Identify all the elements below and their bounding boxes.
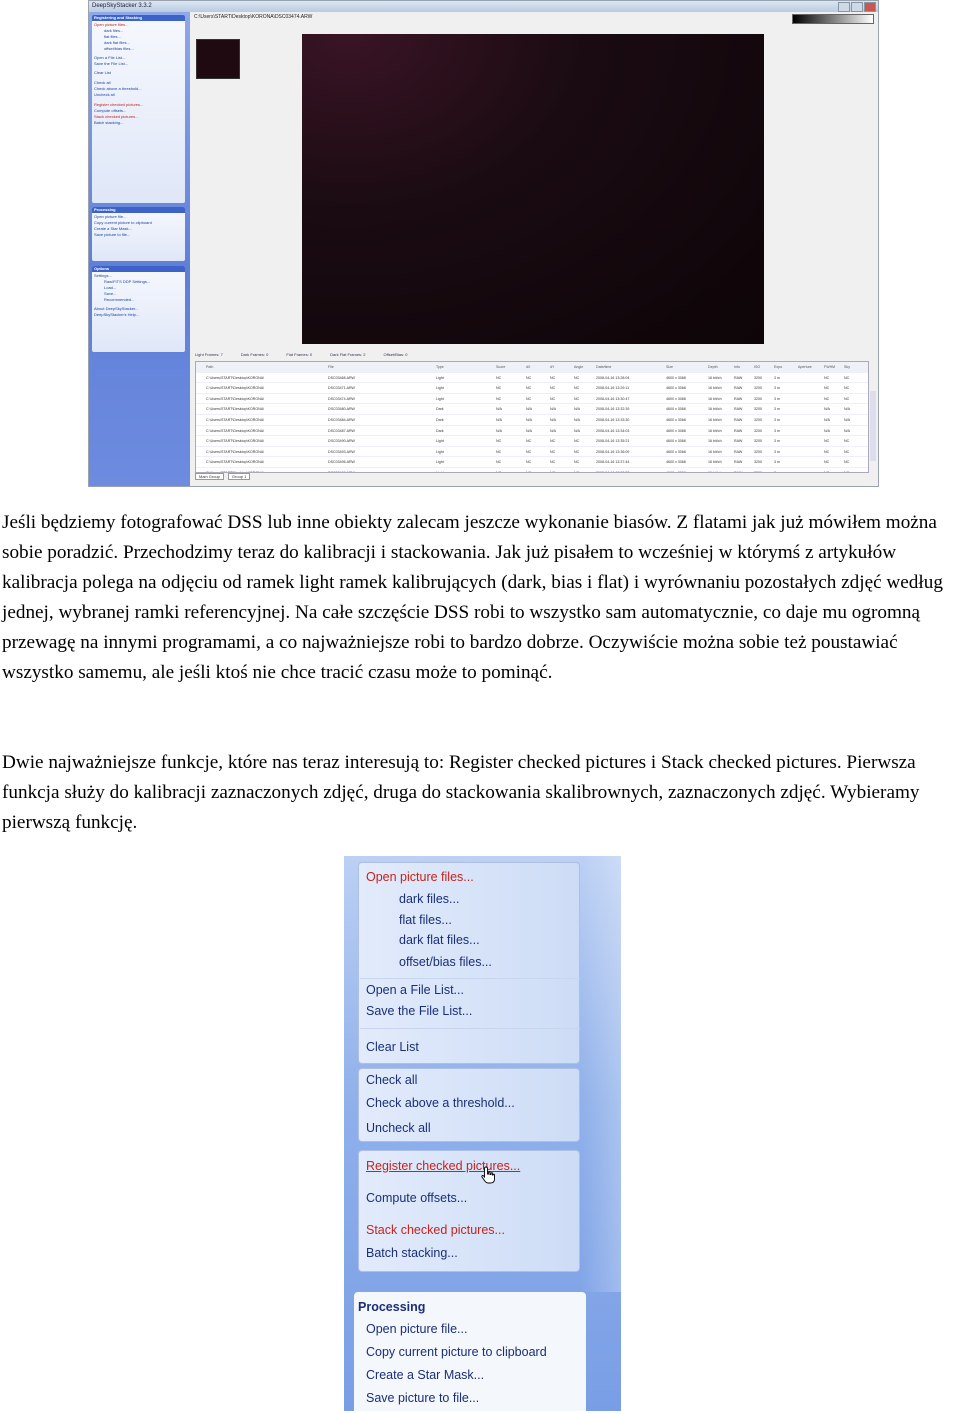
table-cell: NC (526, 449, 532, 454)
dark-flat-files-link[interactable]: dark flat files... (104, 40, 130, 45)
separator (360, 978, 580, 979)
copy-clipboard-link[interactable]: Copy current picture to clipboard (94, 220, 152, 225)
table-row[interactable] (196, 373, 868, 384)
table-cell: DSC03493.ARW (328, 449, 355, 454)
table-row[interactable] (196, 383, 868, 394)
compute-offsets-link[interactable]: Compute offsets... (366, 1191, 468, 1205)
paragraph-intro: Jeśli będziemy fotografować DSS lub inne obiekty zalecam jeszcze wykonanie biasów. Z flatami jak już mówiłem można sobie poradzić. Przechodzimy teraz do kalibracji i stackowania. Jak już pisałem to wcześniej w którymś z artykułów kalibracja polega na odjęciu od ramek light ramek kalibrujących (dark, bias i flat) i wyrównaniu pozostałych zdjęć według jednej, wybranej ramki referencyjnej. Na całe szczęście DSS robi to wszystko sam automatycznie, co daje mu ogromną przewagę na innymi programami, a co najważniejsze robi to bardzo dobrze. Oczywiście można sobie też poustawiać wszystko samemu, ale jeśli ktoś nie chce tracić czasu może to pominąć. (2, 512, 943, 683)
table-cell: C:\Users\START\Desktop\KORONA\ (206, 449, 265, 454)
column-header: Date/time (596, 365, 612, 369)
column-header: Path (206, 365, 214, 369)
table-row[interactable] (196, 468, 868, 473)
table-cell: 16 bit/ch (708, 449, 722, 454)
table-cell: NC (574, 470, 580, 473)
table-cell: C:\Users\START\Desktop\KORONA\ (206, 460, 265, 465)
table-cell: NC (550, 460, 556, 465)
batch-stacking-link[interactable]: Batch stacking... (94, 120, 124, 125)
create-star-mask-link[interactable]: Create a Star Mask... (366, 1368, 485, 1382)
table-cell: 3 m (774, 386, 780, 391)
column-header: File (328, 365, 334, 369)
table-cell: NC (550, 449, 556, 454)
table-cell: N/A (550, 407, 556, 412)
table-cell: Dark (436, 407, 444, 412)
table-header-row (196, 362, 868, 373)
table-cell: DSC03471.ARW (328, 386, 355, 391)
table-row[interactable] (196, 394, 868, 405)
table-cell: 16 bit/ch (708, 417, 722, 422)
tab-flat-frames[interactable]: Flat Frames: 0 (286, 352, 313, 357)
table-cell: NC (496, 470, 502, 473)
table-cell: 4600 x 3068 (666, 386, 686, 391)
table-cell: NC (496, 386, 502, 391)
table-cell: NC (824, 375, 830, 380)
table-row[interactable] (196, 426, 868, 437)
column-header: Depth (708, 365, 718, 369)
table-cell: Light (436, 449, 444, 454)
tab-light-frames[interactable]: Light Frames: 7 (195, 352, 223, 357)
save-picture-to-file-link[interactable]: Save picture to file... (366, 1391, 480, 1405)
table-cell: 3200 (754, 439, 762, 444)
table-cell: 2008-04-16 13:38:52 (596, 470, 630, 473)
column-header: Angle (574, 365, 584, 369)
processing-header: Processing (358, 1300, 426, 1314)
dss-main-window-screenshot (88, 0, 879, 487)
column-header: Info (734, 365, 740, 369)
create-star-mask-link[interactable]: Create a Star Mask... (94, 226, 132, 231)
tab-dark-frames[interactable]: Dark Frames: 0 (240, 352, 269, 357)
table-cell: C:\Users\START\Desktop\KORONA\ (206, 439, 265, 444)
check-all-link[interactable]: Check all (366, 1073, 418, 1087)
open-file-list-link[interactable]: Open a File List... (94, 55, 126, 60)
dark-flat-files-link[interactable]: dark flat files... (399, 933, 480, 947)
table-cell: 2008-04-16 13:34:03 (596, 428, 630, 433)
table-cell: 4600 x 3068 (666, 396, 686, 401)
table-row[interactable] (196, 436, 868, 447)
table-cell: DSC03490.ARW (328, 439, 355, 444)
table-cell: NC (824, 439, 830, 444)
file-list-table (195, 361, 869, 473)
column-header: dX (526, 365, 531, 369)
table-row[interactable] (196, 415, 868, 426)
table-cell: RAW (734, 375, 743, 380)
frame-type-tabs (195, 351, 875, 359)
table-cell: N/A (844, 407, 850, 412)
table-cell: 16 bit/ch (708, 375, 722, 380)
table-cell: RAW (734, 407, 743, 412)
table-cell: Dark (436, 428, 444, 433)
table-cell: RAW (734, 460, 743, 465)
open-picture-files-link[interactable]: Open picture files... (94, 22, 129, 27)
open-picture-file-link[interactable]: Open picture file... (94, 214, 127, 219)
table-cell: NC (496, 439, 502, 444)
register-checked-pictures-link[interactable]: Register checked pictures... (366, 1159, 521, 1173)
table-cell: NC (824, 386, 830, 391)
table-cell: 2008-04-16 13:30:47 (596, 396, 630, 401)
table-cell: 3 m (774, 439, 780, 444)
table-cell: 16 bit/ch (708, 386, 722, 391)
table-cell: 3 m (774, 396, 780, 401)
table-cell: NC (526, 439, 532, 444)
uncheck-all-link[interactable]: Uncheck all (366, 1121, 431, 1135)
table-cell: 2008-04-16 13:35:21 (596, 439, 630, 444)
table-cell: 3 m (774, 460, 780, 465)
copy-to-clipboard-link[interactable]: Copy current picture to clipboard (366, 1345, 547, 1359)
table-cell: NC (824, 449, 830, 454)
register-checked-link[interactable]: Register checked pictures... (94, 102, 144, 107)
column-header: Expo (774, 365, 783, 369)
table-cell: NC (574, 439, 580, 444)
column-header: dY (550, 365, 555, 369)
table-cell: 4600 x 3068 (666, 375, 686, 380)
column-header: Sky (844, 365, 850, 369)
table-cell: N/A (574, 407, 580, 412)
table-cell: 2008-04-16 13:28:04 (596, 375, 630, 380)
table-cell: NC (824, 470, 830, 473)
table-cell: RAW (734, 386, 743, 391)
table-cell: N/A (844, 428, 850, 433)
table-cell: N/A (844, 417, 850, 422)
table-cell: NC (526, 396, 532, 401)
clear-list-link[interactable]: Clear List (366, 1040, 419, 1054)
table-cell: NC (496, 396, 502, 401)
table-cell: NC (844, 470, 850, 473)
table-cell: N/A (496, 428, 502, 433)
table-cell: C:\Users\START\Desktop\KORONA\ (206, 428, 265, 433)
table-cell: 2008-04-16 13:36:09 (596, 449, 630, 454)
offset-bias-files-link[interactable]: offset/bias files... (104, 46, 134, 51)
luminance-gradient-slider[interactable] (792, 14, 874, 24)
table-scrollbar[interactable] (870, 391, 876, 461)
table-cell: 16 bit/ch (708, 396, 722, 401)
clear-list-link[interactable]: Clear List (94, 70, 111, 75)
table-cell: N/A (574, 417, 580, 422)
column-header: Score (496, 365, 506, 369)
column-header: FWHM (824, 365, 836, 369)
close-icon[interactable] (864, 2, 876, 12)
table-cell: C:\Users\START\Desktop\KORONA\ (206, 417, 265, 422)
about-link[interactable]: About DeepSkyStacker... (94, 306, 139, 311)
table-cell: Light (436, 396, 444, 401)
table-cell: Light (436, 439, 444, 444)
table-cell: RAW (734, 470, 743, 473)
table-cell: N/A (496, 407, 502, 412)
load-settings-link[interactable]: Load... (104, 285, 117, 290)
table-cell: 3200 (754, 396, 762, 401)
table-cell: 16 bit/ch (708, 428, 722, 433)
table-cell: 3 m (774, 375, 780, 380)
dark-files-link[interactable]: dark files... (104, 28, 124, 33)
table-cell: NC (550, 375, 556, 380)
table-cell: C:\Users\START\Desktop\KORONA\ (206, 375, 265, 380)
table-cell: N/A (526, 417, 532, 422)
table-cell: N/A (824, 428, 830, 433)
hand-cursor-icon (480, 1166, 496, 1184)
options-group (92, 266, 185, 352)
table-cell: RAW (734, 449, 743, 454)
table-cell: RAW (734, 396, 743, 401)
table-cell: NC (574, 375, 580, 380)
table-cell: C:\Users\START\Desktop\KORONA\ (206, 470, 265, 473)
check-above-threshold-link[interactable]: Check above a threshold... (366, 1096, 515, 1110)
table-cell: N/A (824, 417, 830, 422)
processing-header: Processing (92, 207, 185, 213)
table-cell: 3200 (754, 470, 762, 473)
table-cell: NC (844, 386, 850, 391)
save-file-list-link[interactable]: Save the File List... (94, 61, 129, 66)
table-cell: 4600 x 3068 (666, 460, 686, 465)
open-picture-file-link[interactable]: Open picture file... (366, 1322, 468, 1336)
table-cell: N/A (526, 407, 532, 412)
table-cell: NC (526, 375, 532, 380)
window-title: DeepSkyStacker 3.3.2 (92, 3, 152, 9)
tab-offset-bias[interactable]: Offset/Bias: 0 (383, 352, 408, 357)
table-cell: N/A (550, 417, 556, 422)
table-cell: DSC03499.ARW (328, 470, 355, 473)
table-row[interactable] (196, 404, 868, 415)
table-cell: NC (550, 386, 556, 391)
table-cell: N/A (550, 428, 556, 433)
table-cell: 4600 x 3068 (666, 417, 686, 422)
table-cell: Light (436, 460, 444, 465)
table-cell: NC (844, 375, 850, 380)
table-cell: NC (844, 396, 850, 401)
table-cell: NC (526, 386, 532, 391)
table-cell: 3200 (754, 407, 762, 412)
left-task-panel (89, 12, 190, 486)
table-cell: 3 m (774, 428, 780, 433)
processing-group (92, 207, 185, 261)
table-cell: NC (574, 386, 580, 391)
save-picture-link[interactable]: Save picture to file... (94, 232, 131, 237)
batch-stacking-link[interactable]: Batch stacking... (366, 1246, 458, 1260)
table-cell: 4600 x 3068 (666, 470, 686, 473)
table-cell: 3200 (754, 417, 762, 422)
settings-link[interactable]: Settings... (94, 273, 112, 278)
image-preview[interactable] (302, 34, 764, 344)
column-header: ISO (754, 365, 761, 369)
table-row[interactable] (196, 447, 868, 458)
flat-files-link[interactable]: flat files... (104, 34, 121, 39)
table-cell: N/A (526, 428, 532, 433)
table-cell: 3200 (754, 375, 762, 380)
table-cell: NC (496, 460, 502, 465)
table-cell: Light (436, 375, 444, 380)
table-cell: DSC03468.ARW (328, 375, 355, 380)
table-cell: 16 bit/ch (708, 460, 722, 465)
table-cell: NC (526, 470, 532, 473)
table-cell: 3 m (774, 417, 780, 422)
table-cell: DSC03487.ARW (328, 428, 355, 433)
table-cell: 16 bit/ch (708, 407, 722, 412)
maximize-icon[interactable] (851, 2, 863, 12)
minimize-icon[interactable] (838, 2, 850, 12)
dss-menu-zoom-screenshot (344, 856, 621, 1411)
tab-main-group[interactable]: Main Group (195, 473, 224, 480)
table-cell: 3200 (754, 460, 762, 465)
open-file-list-link[interactable]: Open a File List... (366, 983, 464, 997)
table-cell: DSC03496.ARW (328, 460, 355, 465)
registering-header: Registering and Stacking (92, 15, 185, 21)
table-cell: NC (844, 460, 850, 465)
preview-thumbnail (196, 39, 240, 79)
table-cell: RAW (734, 428, 743, 433)
table-cell: C:\Users\START\Desktop\KORONA\ (206, 396, 265, 401)
table-cell: 4600 x 3068 (666, 407, 686, 412)
save-settings-link[interactable]: Save... (104, 291, 117, 296)
check-all-link[interactable]: Check all (94, 80, 111, 85)
column-header: Aperture (798, 365, 812, 369)
table-cell: NC (496, 449, 502, 454)
table-row[interactable] (196, 457, 868, 468)
table-cell: NC (550, 396, 556, 401)
table-cell: RAW (734, 439, 743, 444)
column-header: Type (436, 365, 444, 369)
table-cell: 16 bit/ch (708, 439, 722, 444)
registering-group (92, 15, 185, 203)
table-cell: 4600 x 3068 (666, 439, 686, 444)
compute-offsets-link[interactable]: Compute offsets... (94, 108, 127, 113)
panel-highlight (581, 856, 621, 1292)
table-cell: NC (550, 439, 556, 444)
raw-fits-settings-link[interactable]: Raw/FITS DDP Settings... (104, 279, 151, 284)
table-cell: 4600 x 3068 (666, 449, 686, 454)
uncheck-all-link[interactable]: Uncheck all (94, 92, 115, 97)
table-cell: 3 m (774, 470, 780, 473)
check-above-threshold-link[interactable]: Check above a threshold... (94, 86, 142, 91)
table-cell: C:\Users\START\Desktop\KORONA\ (206, 386, 265, 391)
table-cell: NC (496, 375, 502, 380)
open-picture-files-link[interactable]: Open picture files... (366, 870, 474, 884)
table-cell: NC (844, 439, 850, 444)
table-cell: N/A (574, 428, 580, 433)
table-cell: RAW (734, 417, 743, 422)
table-cell: 3 m (774, 449, 780, 454)
table-cell: NC (574, 449, 580, 454)
stack-checked-link[interactable]: Stack checked pictures... (94, 114, 139, 119)
table-cell: N/A (824, 407, 830, 412)
table-cell: NC (574, 460, 580, 465)
table-cell: NC (526, 460, 532, 465)
options-header: Options (92, 266, 185, 272)
table-cell: DSC03484.ARW (328, 417, 355, 422)
table-cell: 2008-04-16 13:37:44 (596, 460, 630, 465)
flat-files-link[interactable]: flat files... (399, 913, 452, 927)
column-header: Size (666, 365, 673, 369)
table-cell: 2008-04-16 13:33:30 (596, 417, 630, 422)
separator (360, 1028, 580, 1029)
recommended-settings-link[interactable]: Recommended... (104, 297, 135, 302)
table-cell: NC (844, 449, 850, 454)
table-cell: DSC03480.ARW (328, 407, 355, 412)
table-cell: Dark (436, 417, 444, 422)
table-cell: Light (436, 470, 444, 473)
current-file-path: C:\Users\START\Desktop\KORONA\DSC03474.ARW (194, 14, 313, 20)
help-link[interactable]: DeepSkyStacker's Help... (94, 312, 140, 317)
stack-checked-pictures-link[interactable]: Stack checked pictures... (366, 1223, 505, 1237)
paragraph-functions: Dwie najważniejsze funkcje, które nas teraz interesują to: Register checked pictures i Stack checked pictures. Pierwsza funkcja służy do kalibracji zaznaczonych zdjęć, druga do stackowania skalibrownych, zaznaczonych zdjęć. Wybieramy pierwszą funkcję. (2, 752, 920, 833)
table-cell: 3200 (754, 449, 762, 454)
table-cell: DSC03474.ARW (328, 396, 355, 401)
group-tabs (195, 473, 250, 480)
table-cell: 3 m (774, 407, 780, 412)
tab-dark-flat-frames[interactable]: Dark Flat Frames: 2 (330, 352, 366, 357)
table-cell: Light (436, 386, 444, 391)
window-title-bar (89, 1, 878, 12)
table-cell: 4600 x 3068 (666, 428, 686, 433)
table-cell: NC (824, 460, 830, 465)
table-cell: C:\Users\START\Desktop\KORONA\ (206, 407, 265, 412)
tab-group-1[interactable]: Group 1 (228, 473, 250, 480)
offset-bias-files-link[interactable]: offset/bias files... (399, 955, 492, 969)
table-cell: NC (824, 396, 830, 401)
table-cell: 2008-04-16 13:32:39 (596, 407, 630, 412)
table-cell: 3200 (754, 428, 762, 433)
table-cell: N/A (496, 417, 502, 422)
table-cell: 16 bit/ch (708, 470, 722, 473)
save-file-list-link[interactable]: Save the File List... (366, 1004, 473, 1018)
table-cell: NC (550, 470, 556, 473)
dark-files-link[interactable]: dark files... (399, 892, 460, 906)
table-cell: 3200 (754, 386, 762, 391)
table-cell: 2008-04-16 13:29:11 (596, 386, 630, 391)
table-cell: NC (574, 396, 580, 401)
window-controls (838, 2, 876, 12)
